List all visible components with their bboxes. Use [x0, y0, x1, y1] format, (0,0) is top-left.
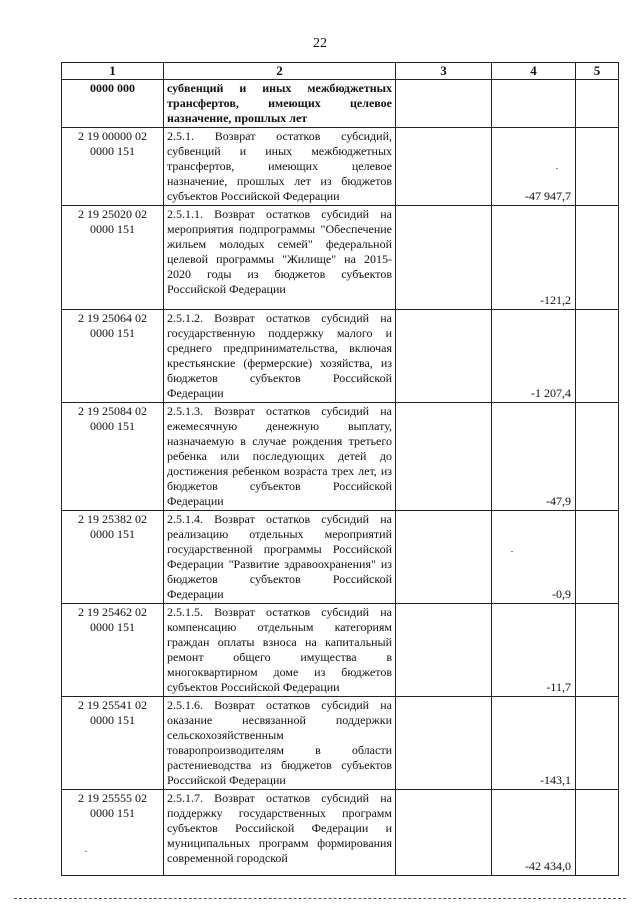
column-header: 5: [576, 63, 619, 80]
description-cell: 2.5.1.7. Возврат остатков субсидий на поддержку государственных программ субъектов Российской Федерации и муниципальных программ формирования современной городской: [164, 790, 396, 876]
table-header-row: [62, 63, 619, 80]
table-row: [62, 511, 619, 604]
budget-table: [61, 62, 619, 876]
table-row: [62, 604, 619, 697]
column-header: 4: [492, 63, 576, 80]
column-5-cell: [576, 128, 619, 206]
scan-speck: [556, 168, 558, 169]
amount-cell: -0,9: [492, 511, 576, 604]
description-cell: 2.5.1.4. Возврат остатков субсидий на реализацию отдельных мероприятий государственной программы Российской Федерации "Развитие здравоохранения" из бюджетов субъектов Российской Федерации: [164, 511, 396, 604]
code-cell: 2 19 25462 02 0000 151: [62, 604, 164, 697]
table-body: [62, 80, 619, 876]
amount-cell: -47 947,7: [492, 128, 576, 206]
column-3-cell: [396, 206, 492, 310]
code-cell: 2 19 00000 02 0000 151: [62, 128, 164, 206]
column-3-cell: [396, 511, 492, 604]
amount-cell: -11,7: [492, 604, 576, 697]
table-row: [62, 403, 619, 511]
table-row: [62, 790, 619, 876]
description-cell: 2.5.1.3. Возврат остатков субсидий на ежемесячную денежную выплату, назначаемую в случае рождения третьего ребенка или последующих детей до достижения ребенком возраста трех лет, из бюджетов субъектов Российской Федерации: [164, 403, 396, 511]
code-cell: 2 19 25084 02 0000 151: [62, 403, 164, 511]
code-cell: 2 19 25382 02 0000 151: [62, 511, 164, 604]
column-header: 1: [62, 63, 164, 80]
column-5-cell: [576, 310, 619, 403]
amount-cell: -121,2: [492, 206, 576, 310]
description-cell: 2.5.1. Возврат остатков субсидий, субвенций и иных межбюджетных трансфертов, имеющих целевое назначение, прошлых лет из бюджетов субъектов Российской Федерации: [164, 128, 396, 206]
column-5-cell: [576, 511, 619, 604]
column-3-cell: [396, 80, 492, 128]
page-number: 22: [313, 36, 327, 51]
column-5-cell: [576, 403, 619, 511]
column-3-cell: [396, 403, 492, 511]
column-5-cell: [576, 697, 619, 790]
column-3-cell: [396, 310, 492, 403]
code-cell: 2 19 25020 02 0000 151: [62, 206, 164, 310]
description-cell: 2.5.1.1. Возврат остатков субсидий на мероприятия подпрограммы "Обеспечение жильем молодых семей" федеральной целевой программы "Жилище" на 2015-2020 годы из бюджетов субъектов Российской Федерации: [164, 206, 396, 310]
description-cell: субвенций и иных межбюджетных трансфертов, имеющих целевое назначение, прошлых лет: [164, 80, 396, 128]
amount-cell: -47,9: [492, 403, 576, 511]
table-row: [62, 697, 619, 790]
footer-scan-line: [14, 898, 626, 899]
scan-speck: [511, 551, 513, 552]
column-5-cell: [576, 790, 619, 876]
column-header: 3: [396, 63, 492, 80]
column-3-cell: [396, 604, 492, 697]
amount-cell: -42 434,0: [492, 790, 576, 876]
code-cell: 0000 000: [62, 80, 164, 128]
table-row: [62, 80, 619, 128]
table-row: [62, 206, 619, 310]
code-cell: 2 19 25541 02 0000 151: [62, 697, 164, 790]
code-cell: 2 19 25064 02 0000 151: [62, 310, 164, 403]
column-5-cell: [576, 206, 619, 310]
amount-cell: -1 207,4: [492, 310, 576, 403]
column-3-cell: [396, 697, 492, 790]
column-3-cell: [396, 790, 492, 876]
table-row: [62, 310, 619, 403]
description-cell: 2.5.1.5. Возврат остатков субсидий на компенсацию отдельным категориям граждан оплаты взноса на капитальный ремонт общего имущества в многоквартирном доме из бюджетов субъектов Российской Федерации: [164, 604, 396, 697]
description-cell: 2.5.1.6. Возврат остатков субсидий на оказание несвязанной поддержки сельскохозяйственным товаропроизводителям в области растениеводства из бюджетов субъектов Российской Федерации: [164, 697, 396, 790]
column-5-cell: [576, 80, 619, 128]
amount-cell: [492, 80, 576, 128]
scan-speck: [85, 851, 87, 852]
code-cell: 2 19 25555 02 0000 151: [62, 790, 164, 876]
table-row: [62, 128, 619, 206]
column-3-cell: [396, 128, 492, 206]
amount-cell: -143,1: [492, 697, 576, 790]
column-5-cell: [576, 604, 619, 697]
description-cell: 2.5.1.2. Возврат остатков субсидий на государственную поддержку малого и среднего предпринимательства, включая крестьянские (фермерские) хозяйства, из бюджетов субъектов Российской Федерации: [164, 310, 396, 403]
column-header: 2: [164, 63, 396, 80]
